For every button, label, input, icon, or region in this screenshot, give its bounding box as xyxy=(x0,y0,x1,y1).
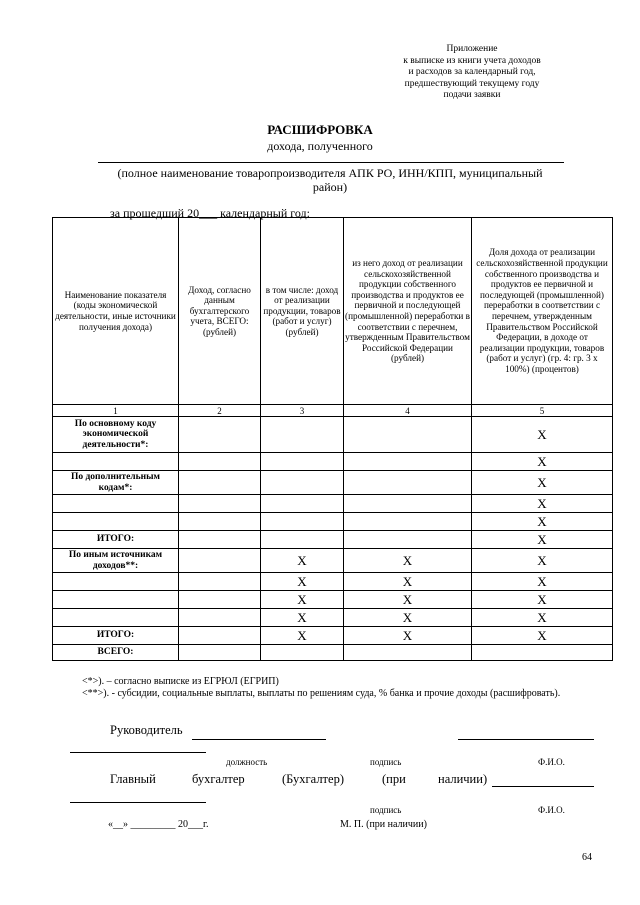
row-label xyxy=(53,495,179,513)
accountant-word: бухгалтер xyxy=(192,772,245,786)
cell-sales xyxy=(261,495,344,513)
cell-share: X xyxy=(472,591,613,609)
cell-total xyxy=(179,609,261,627)
cell-share: X xyxy=(472,609,613,627)
cell-total xyxy=(179,453,261,471)
row-label xyxy=(53,609,179,627)
cell-agri: X xyxy=(344,591,472,609)
cell-agri: X xyxy=(344,609,472,627)
table-row xyxy=(53,453,613,471)
cell-total xyxy=(179,645,261,661)
header-agri-income: из него доход от реализации сельскохозяйственной продукции собственного производства и продуктов ее первичной и последующей (промышленной) переработки в соответствии с перечнем, утвержденным Правительством Российской Федерации (рублей) xyxy=(344,218,472,405)
name-caption: Ф.И.О. xyxy=(538,757,565,767)
cell-total xyxy=(179,495,261,513)
row-label: По иным источникам доходов**: xyxy=(53,549,179,573)
table-row xyxy=(53,627,613,645)
position-caption: должность xyxy=(226,757,268,767)
cell-agri: X xyxy=(344,627,472,645)
cell-sales: X xyxy=(261,627,344,645)
appendix-line: к выписке из книги учета доходов xyxy=(403,55,541,66)
name-caption: Ф.И.О. xyxy=(538,805,565,815)
appendix-line: подачи заявки xyxy=(443,90,501,100)
table-row xyxy=(53,645,613,661)
row-label: По основному коду экономической деятельности*: xyxy=(53,417,179,453)
cell-total xyxy=(179,417,261,453)
head-signature-line xyxy=(192,739,326,740)
accountant-word: (Бухгалтер) xyxy=(282,772,344,786)
position-line xyxy=(70,752,206,753)
accountant-name-line xyxy=(492,786,594,787)
cell-sales: X xyxy=(261,549,344,573)
cell-share xyxy=(472,645,613,661)
cell-share: X xyxy=(472,495,613,513)
cell-sales xyxy=(261,417,344,453)
cell-total xyxy=(179,627,261,645)
cell-agri: X xyxy=(344,549,472,573)
column-number: 3 xyxy=(261,405,344,417)
cell-share: X xyxy=(472,549,613,573)
appendix-note xyxy=(362,44,582,102)
signature-caption: подпись xyxy=(370,805,402,815)
table-row xyxy=(53,513,613,531)
column-number: 5 xyxy=(472,405,613,417)
head-label: Руководитель xyxy=(110,723,183,737)
cell-sales xyxy=(261,645,344,661)
income-breakdown-table xyxy=(52,217,613,661)
cell-total xyxy=(179,531,261,549)
table-row xyxy=(53,531,613,549)
accountant-word: (при xyxy=(382,772,406,786)
table-row xyxy=(53,609,613,627)
head-name-line xyxy=(458,739,594,740)
producer-caption: (полное наименование товаропроизводителя АПК РО, ИНН/КПП, муниципальный район) xyxy=(117,166,543,194)
document-title: РАСШИФРОВКА xyxy=(267,122,373,137)
cell-share: X xyxy=(472,531,613,549)
table-row xyxy=(53,591,613,609)
date-field: «__» _________ 20___г. xyxy=(108,819,209,830)
period-line: за прошедший 20___ календарный год: xyxy=(110,206,310,220)
stamp-note: М. П. (при наличии) xyxy=(340,819,427,830)
table-row xyxy=(53,417,613,453)
appendix-line: предшествующий текущему году xyxy=(404,78,540,89)
cell-agri xyxy=(344,417,472,453)
cell-agri xyxy=(344,495,472,513)
footnote-2: <**>). - субсидии, социальные выплаты, выплаты по решениям суда, % банка и прочие доходы (расшифровать). xyxy=(82,688,561,699)
cell-total xyxy=(179,471,261,495)
row-label xyxy=(53,573,179,591)
table-row xyxy=(53,573,613,591)
signature-caption: подпись xyxy=(370,757,402,767)
row-label xyxy=(53,591,179,609)
cell-sales: X xyxy=(261,609,344,627)
row-label: ИТОГО: xyxy=(53,531,179,549)
cell-agri: X xyxy=(344,573,472,591)
column-number: 2 xyxy=(179,405,261,417)
row-label: По дополнительным кодам*: xyxy=(53,471,179,495)
header-indicator: Наименование показателя (коды экономической деятельности, иные источники получения дохода) xyxy=(53,218,179,405)
table-header-row xyxy=(53,218,613,405)
cell-share: X xyxy=(472,573,613,591)
header-agri-share: Доля дохода от реализации сельскохозяйственной продукции собственного производства и продуктов ее первичной и последующей (промышленной) переработки в соответствии с перечнем, утвержденным Правительством Российской Федерации, в доходе от реализации продукции, товаров (работ и услуг) (гр. 4: гр. 3 х 100%) (процентов) xyxy=(472,218,613,405)
header-total-income: Доход, согласно данным бухгалтерского учета, ВСЕГО: (рублей) xyxy=(179,218,261,405)
cell-agri xyxy=(344,453,472,471)
table-row xyxy=(53,471,613,495)
cell-share: X xyxy=(472,627,613,645)
page-number: 64 xyxy=(582,852,592,863)
cell-sales xyxy=(261,531,344,549)
producer-name-line xyxy=(98,162,564,163)
cell-share: X xyxy=(472,513,613,531)
cell-agri xyxy=(344,471,472,495)
cell-sales xyxy=(261,513,344,531)
row-label xyxy=(53,513,179,531)
cell-total xyxy=(179,513,261,531)
cell-total xyxy=(179,549,261,573)
header-sales-income: в том числе: доход от реализации продукции, товаров (работ и услуг) (рублей) xyxy=(261,218,344,405)
footnotes xyxy=(68,676,596,700)
appendix-line: Приложение xyxy=(446,44,498,54)
cell-total xyxy=(179,573,261,591)
row-label: ИТОГО: xyxy=(53,627,179,645)
footnote-1: <*>). – согласно выписке из ЕГРЮЛ (ЕГРИП) xyxy=(82,676,279,687)
row-label: ВСЕГО: xyxy=(53,645,179,661)
row-label xyxy=(53,453,179,471)
appendix-line: и расходов за календарный год, xyxy=(408,67,536,77)
accountant-word: Главный xyxy=(110,772,156,786)
table-row xyxy=(53,549,613,573)
accountant-word: наличии) xyxy=(438,772,488,786)
cell-share: X xyxy=(472,417,613,453)
cell-agri xyxy=(344,645,472,661)
cell-agri xyxy=(344,513,472,531)
column-number-row xyxy=(53,405,613,417)
cell-agri xyxy=(344,531,472,549)
document-subtitle: дохода, полученного xyxy=(267,139,373,153)
accountant-signature-line xyxy=(70,802,206,803)
cell-sales: X xyxy=(261,573,344,591)
cell-sales xyxy=(261,453,344,471)
column-number: 1 xyxy=(53,405,179,417)
cell-sales: X xyxy=(261,591,344,609)
cell-share: X xyxy=(472,453,613,471)
table-row xyxy=(53,495,613,513)
cell-share: X xyxy=(472,471,613,495)
cell-total xyxy=(179,591,261,609)
cell-sales xyxy=(261,471,344,495)
column-number: 4 xyxy=(344,405,472,417)
